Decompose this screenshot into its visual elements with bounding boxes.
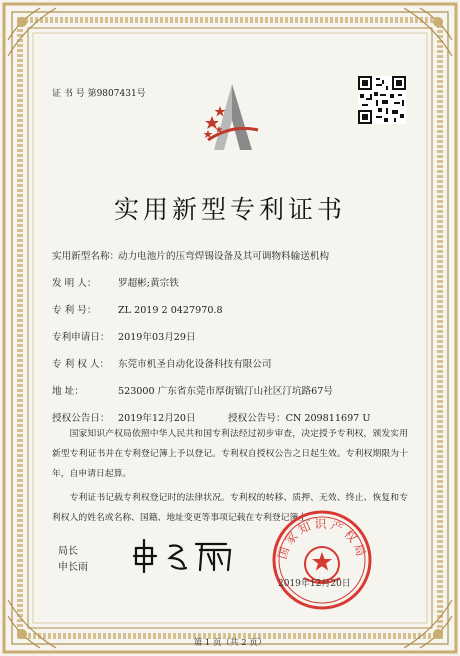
field-value: 罗超彬;黄宗铁 bbox=[118, 278, 179, 289]
certificate-number: 证 书 号 第9807431号 bbox=[52, 89, 146, 99]
field-row-grant-date bbox=[52, 410, 196, 424]
field-label: 发 明 人： bbox=[52, 278, 97, 289]
field-row-address bbox=[52, 383, 333, 397]
signatory-role: 局长 bbox=[58, 546, 78, 557]
field-value: 动力电池片的压弯焊锡设备及其可调物料输送机构 bbox=[118, 251, 330, 262]
field-row-patent-number bbox=[52, 302, 223, 316]
qr-code-icon bbox=[358, 76, 406, 124]
field-row-application-date bbox=[52, 329, 196, 343]
field-label: 专利申请日： bbox=[52, 332, 110, 343]
field-row-patentee bbox=[52, 356, 272, 370]
field-label: 地 址： bbox=[52, 386, 84, 397]
field-label: 专 利 权 人： bbox=[52, 359, 110, 370]
official-seal-icon bbox=[270, 508, 374, 612]
handwritten-signature-icon bbox=[130, 536, 240, 576]
field-row-utility-model-name bbox=[52, 248, 329, 262]
field-value: 东莞市机圣自动化设备科技有限公司 bbox=[118, 359, 272, 370]
field-value: 2019年03月29日 bbox=[118, 332, 196, 343]
field-row-publication-number bbox=[228, 410, 370, 424]
field-value: ZL 2019 2 0427970.8 bbox=[118, 305, 223, 316]
field-row-inventor bbox=[52, 275, 179, 289]
seal-date: 2019年12月20日 bbox=[278, 579, 351, 589]
field-value: 523000 广东省东莞市厚街镇汀山社区汀坑路67号 bbox=[118, 386, 333, 397]
legal-notice: 专利证书记载专利权登记时的法律状况。专利权的转移、质押、无效、终止、恢复和专利权人的姓名或名称、国籍、地址变更等事项记载在专利登记簿上。 bbox=[52, 493, 408, 523]
field-value: CN 209811697 U bbox=[285, 413, 371, 424]
field-label: 授权公告日： bbox=[52, 413, 110, 424]
field-label: 授权公告号： bbox=[228, 413, 286, 424]
certificate-title: 实用新型专利证书 bbox=[113, 195, 346, 224]
seal-text: 国家知识产权局 bbox=[274, 517, 370, 561]
grant-statement: 国家知识产权局依照中华人民共和国专利法经过初步审查，决定授予专利权，颁发实用新型专利证书并在专利登记簿上予以登记。专利权自授权公告之日起生效。专利权期限为十年，自申请日起算。 bbox=[52, 429, 408, 479]
certificate-content bbox=[40, 40, 420, 648]
signatory-name: 申长雨 bbox=[58, 562, 88, 573]
field-label: 实用新型名称： bbox=[52, 251, 120, 262]
page-footer: 第 1 页（共 2 页） bbox=[193, 638, 267, 648]
field-value: 2019年12月20日 bbox=[118, 413, 196, 424]
patent-office-emblem-icon bbox=[202, 80, 262, 156]
field-label: 专 利 号： bbox=[52, 305, 97, 316]
